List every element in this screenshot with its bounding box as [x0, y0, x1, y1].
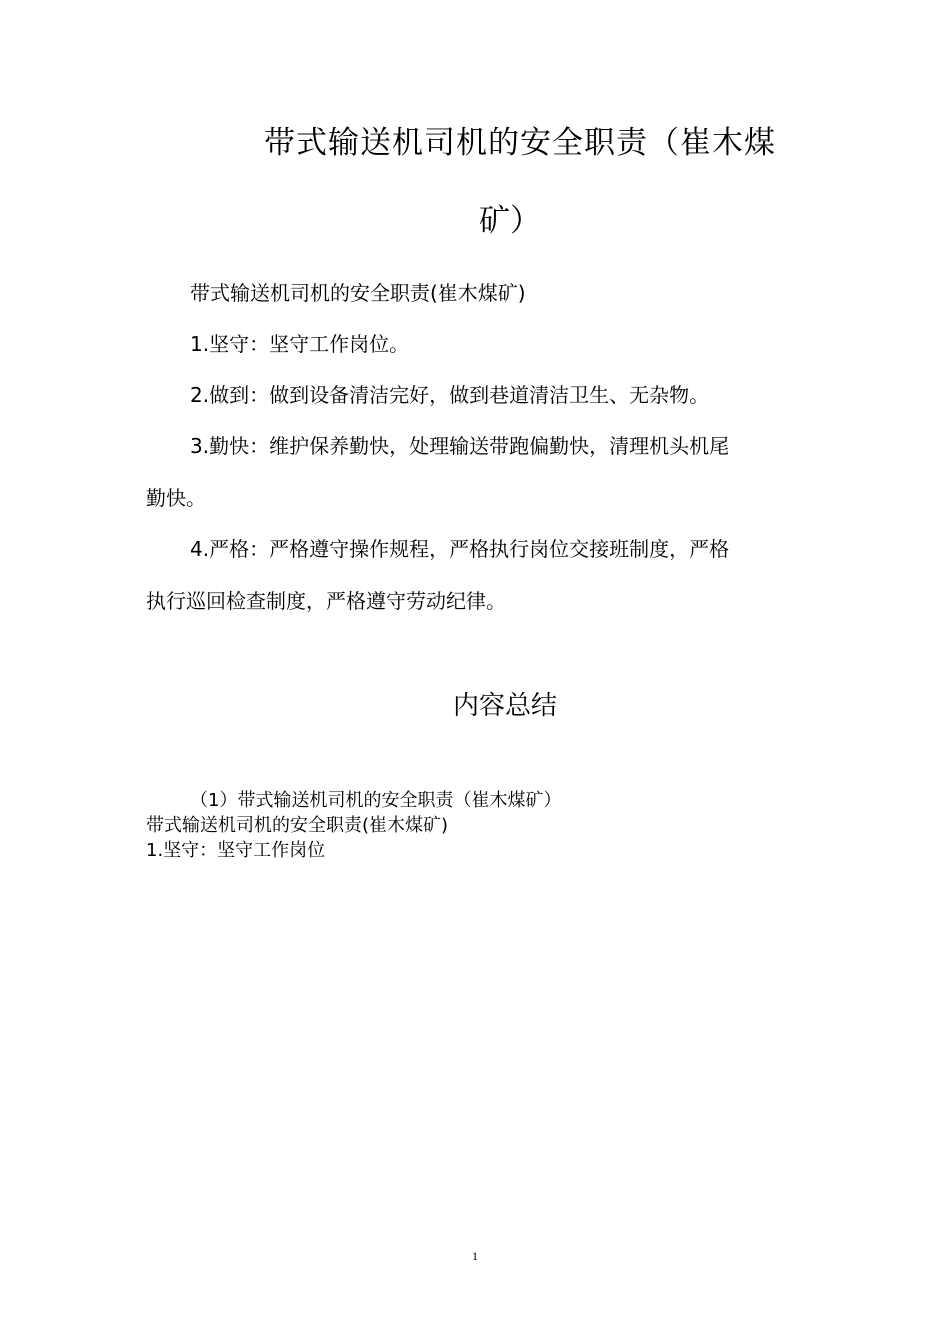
page-number: 1	[472, 1249, 478, 1263]
document-title-line-2: 矿）	[479, 203, 541, 239]
summary-line-3: 1.坚守：坚守工作岗位	[146, 840, 326, 861]
duty-item-4-line-1: 4.严格：严格遵守操作规程，严格执行岗位交接班制度，严格	[190, 537, 730, 561]
duty-item-1: 1.坚守：坚守工作岗位。	[190, 332, 410, 356]
summary-line-1: （1）带式输送机司机的安全职责（崔木煤矿）	[190, 790, 562, 811]
document-title-line-1: 带式输送机司机的安全职责（崔木煤	[264, 125, 776, 161]
duty-item-4-line-2: 执行巡回检查制度，严格遵守劳动纪律。	[146, 589, 506, 613]
summary-heading: 内容总结	[452, 691, 557, 721]
summary-line-2: 带式输送机司机的安全职责(崔木煤矿)	[146, 815, 449, 836]
intro-paragraph: 带式输送机司机的安全职责(崔木煤矿)	[190, 281, 526, 305]
duty-item-3-line-1: 3.勤快：维护保养勤快，处理输送带跑偏勤快，清理机头机尾	[190, 434, 730, 458]
duty-item-3-line-2: 勤快。	[146, 486, 206, 510]
duty-item-2: 2.做到：做到设备清洁完好，做到巷道清洁卫生、无杂物。	[190, 383, 710, 407]
